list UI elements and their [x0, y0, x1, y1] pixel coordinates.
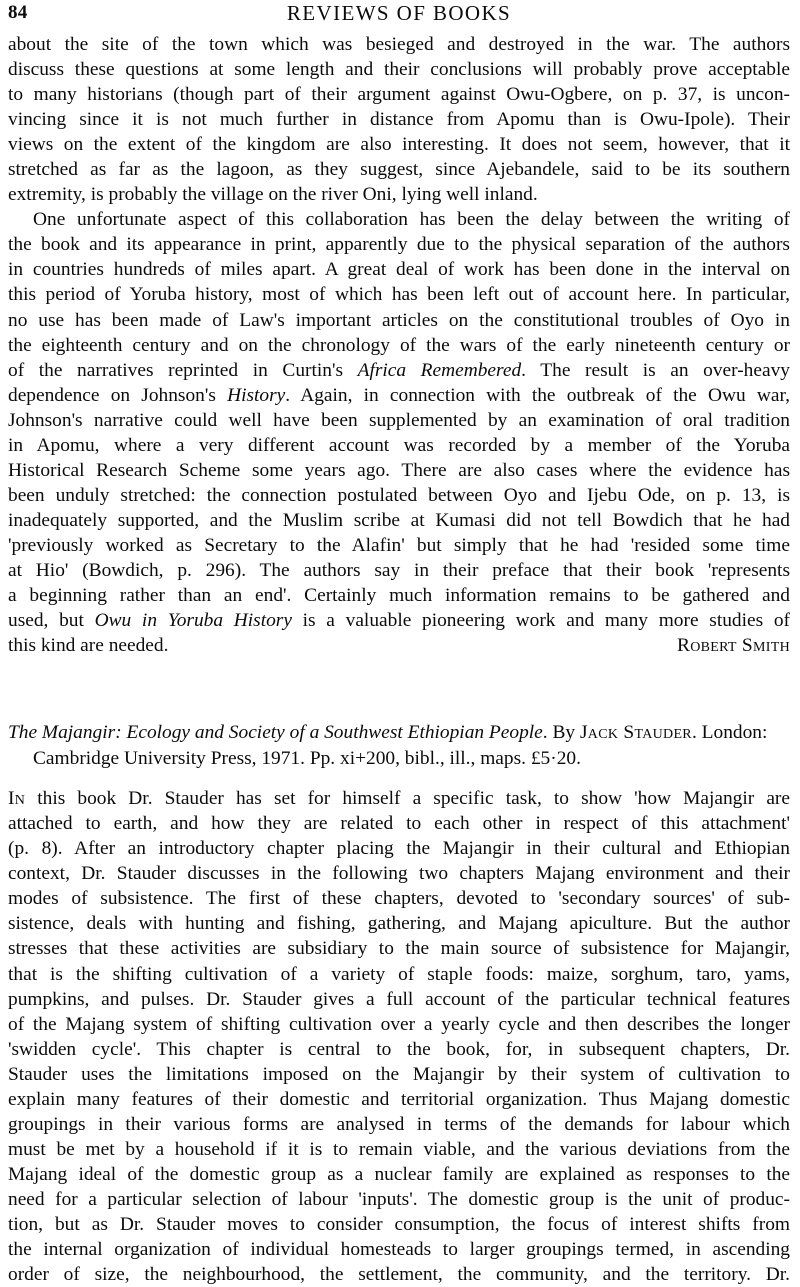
text-line: explain many features of their domestic and territorial organization. Thus Majang domestic: [8, 1088, 790, 1110]
text-line: context, Dr. Stauder discusses in the following two chapters Majang environment and their: [8, 863, 790, 885]
text-line: Johnson's narrative could well have been supplemented by an examination of oral tradition: [8, 409, 790, 431]
italic-book-title: Owu in Yoruba History: [94, 610, 292, 632]
text-line: Historical Research Scheme some years ago. There are also cases where the evidence has: [8, 459, 790, 481]
running-head-title: REVIEWS OF BOOKS: [286, 1, 512, 25]
text-line-with-italic-title: used, but Owu in Yoruba History is a valuable pioneering work and many more studies of: [8, 610, 790, 632]
text-line: of the Majang system of shifting cultivation over a yearly cycle and then describes the longer: [8, 1013, 790, 1035]
text-line: the internal organization of individual homesteads to larger groupings termed, in ascending: [8, 1239, 790, 1261]
heading-spacer: [8, 772, 790, 786]
text-line: views on the extent of the kingdom are also interesting. It does not seem, however, that it: [8, 134, 790, 156]
review-one-paragraph-2: [8, 207, 790, 658]
text-line: no use has been made of Law's important articles on the constitutional troubles of Oyo in: [8, 309, 790, 331]
text-line: Stauder uses the limitations imposed on the Majangir by their system of cultivation to: [8, 1063, 791, 1085]
drop-small-caps-opening: In: [8, 788, 26, 810]
text-line: attached to earth, and how they are related to each other in respect of this attachment': [8, 813, 790, 835]
italic-book-title: History: [227, 384, 286, 406]
text-line: groupings in their various forms are analysed in terms of the demands for labour which: [8, 1113, 791, 1135]
review-one-body: [8, 32, 790, 658]
text-line-with-signature: [8, 633, 790, 658]
text-line: stretched as far as the lagoon, as they suggest, since Ajebandele, said to be its southern: [8, 159, 790, 181]
text-line: about the site of the town which was besieged and destroyed in the war. The authors: [8, 34, 790, 55]
text-line: modes of subsistence. The first of these chapters, devoted to 'secondary sources' of sub-: [8, 888, 790, 910]
book-place: . London:: [691, 722, 768, 744]
text-line: pumpkins, and pulses. Dr. Stauder gives a full account of the particular technical features: [8, 988, 790, 1010]
text-line: inadequately supported, and the Muslim scribe at Kumasi did not tell Bowdich that he had: [8, 509, 790, 531]
book-author: Jack Stauder: [579, 722, 692, 744]
text-line: (p. 8). After an introductory chapter placing the Majangir in their cultural and Ethiopian: [8, 838, 790, 860]
text-line: in countries hundreds of miles apart. A great deal of work has been done in the interval on: [8, 259, 790, 281]
page-number: 84: [8, 2, 28, 23]
book-citation-heading: [8, 720, 790, 772]
text-line: 'previously worked as Secretary to the Alafin' but simply that he had 'resided some time: [8, 534, 791, 556]
text-line: to many historians (though part of their argument against Owu-Ogbere, on p. 37, is uncon-: [8, 84, 790, 106]
running-head: [8, 0, 790, 30]
text-line: a beginning rather than an end'. Certainly much information remains to be gathered and: [8, 585, 790, 607]
text-line-with-italic-title: of the narratives reprinted in Curtin's Africa Remembered. The result is an over-heavy: [8, 359, 790, 381]
text-line: extremity, is probably the village on the river Oni, lying well inland.: [8, 184, 538, 206]
text-line-with-italic-title: dependence on Johnson's History. Again, in connection with the outbreak of the Owu war,: [8, 384, 790, 406]
text-line: at Hio' (Bowdich, p. 296). The authors say in their preface that their book 'represents: [8, 559, 790, 581]
text-line: that is the shifting cultivation of a variety of staple foods: maize, sorghum, taro, yams,: [8, 963, 790, 985]
book-title: The Majangir: Ecology and Society of a Southwest Ethiopian People: [8, 722, 543, 744]
text-line: Majang ideal of the domestic group as a nuclear family are explained as responses to the: [8, 1163, 791, 1185]
italic-book-title: Africa Remembered: [357, 359, 522, 381]
text-line: been unduly stretched: the connection postulated between Oyo and Ijebu Ode, on p. 13, is: [8, 484, 790, 506]
text-line: sistence, deals with hunting and fishing, gathering, and Majang apiculture. But the author: [8, 913, 790, 935]
text-line: this kind are needed.: [8, 635, 169, 657]
book-citation-line-1: [8, 720, 790, 746]
book-by-label: . By: [542, 722, 580, 744]
section-spacer: [8, 658, 790, 720]
text-line: vincing since it is not much further in distance from Apomu than is Owu-Ipole). Their: [8, 109, 790, 131]
text-line: stresses that these activities are subsidiary to the main source of subsistence for Majangir,: [8, 938, 790, 960]
text-line: One unfortunate aspect of this collaboration has been the delay between the writing of: [33, 209, 790, 231]
text-line: in Apomu, where a very different account was recorded by a member of the Yoruba: [8, 434, 790, 456]
reviewer-signature: Robert Smith: [677, 635, 790, 657]
text-line-opening: In this book Dr. Stauder has set for himself a specific task, to show 'how Majangir are: [8, 788, 790, 810]
book-citation-line-2: Cambridge University Press, 1971. Pp. xi+200, bibl., ill., maps. £5·20.: [33, 748, 581, 770]
text-line: the book and its appearance in print, apparently due to the physical separation of the authors: [8, 234, 790, 256]
review-one-paragraph-1: [8, 32, 790, 207]
text-line: tion, but as Dr. Stauder moves to consider consumption, the focus of interest shifts from: [8, 1213, 790, 1235]
text-line: discuss these questions at some length and their conclusions will probably prove acceptable: [8, 59, 790, 81]
text-line: must be met by a household if it is to remain viable, and the various deviations from the: [8, 1138, 790, 1160]
text-line: this period of Yoruba history, most of which has been left out of account here. In particular,: [8, 284, 791, 306]
review-two-body: [8, 786, 790, 1287]
text-line: order of size, the neighbourhood, the settlement, the community, and the territory. Dr.: [8, 1264, 790, 1286]
text-line: the eighteenth century and on the chronology of the wars of the early nineteenth century or: [8, 334, 790, 356]
text-line: 'swidden cycle'. This chapter is central to the book, for, in subsequent chapters, Dr.: [8, 1038, 791, 1060]
text-line: need for a particular selection of labour 'inputs'. The domestic group is the unit of produc-: [8, 1188, 790, 1210]
review-two-paragraph-1: [8, 786, 790, 1287]
